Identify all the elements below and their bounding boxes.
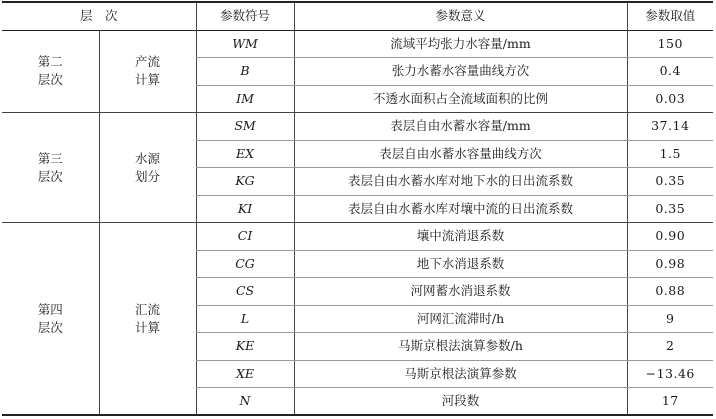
value-cell: −13.46 — [627, 360, 713, 388]
level-cell: 第三 层次 — [37, 150, 63, 184]
value-cell: 9 — [627, 305, 713, 333]
calc-cell: 产流 计算 — [99, 30, 196, 113]
meaning-cell: 壤中流消退系数 — [294, 223, 627, 251]
value-cell: 0.03 — [627, 85, 713, 113]
parameter-table — [2, 1, 713, 416]
meaning-cell: 表层自由水蓄水库对地下水的日出流系数 — [294, 168, 627, 196]
symbol-cell: CS — [196, 278, 294, 306]
value-cell: 17 — [627, 388, 713, 416]
table-header — [2, 2, 713, 30]
symbol-cell: EX — [196, 140, 294, 168]
meaning-cell: 表层自由水蓄水容量曲线方次 — [294, 140, 627, 168]
symbol-cell: CI — [196, 223, 294, 251]
value-cell: 150 — [627, 30, 713, 58]
meaning-cell: 马斯京根法演算参数/h — [294, 333, 627, 361]
meaning-cell: 地下水消退系数 — [294, 250, 627, 278]
value-cell: 0.98 — [627, 250, 713, 278]
meaning-cell: 河网蓄水消退系数 — [294, 278, 627, 306]
symbol-cell: N — [196, 388, 294, 416]
meaning-cell: 马斯京根法演算参数 — [294, 360, 627, 388]
value-cell: 0.88 — [627, 278, 713, 306]
symbol-cell: L — [196, 305, 294, 333]
meaning-cell: 河段数 — [294, 388, 627, 416]
value-cell: 2 — [627, 333, 713, 361]
symbol-cell: WM — [196, 30, 294, 58]
symbol-cell: B — [196, 58, 294, 86]
table-body — [2, 30, 713, 415]
value-cell: 37.14 — [627, 113, 713, 141]
calc-cell: 水源 划分 — [99, 113, 196, 223]
value-cell: 0.90 — [627, 223, 713, 251]
meaning-cell: 不透水面积占全流域面积的比例 — [294, 85, 627, 113]
header-value: 参数取值 — [627, 2, 713, 30]
meaning-cell: 表层自由水蓄水容量/mm — [294, 113, 627, 141]
value-cell: 0.4 — [627, 58, 713, 86]
meaning-cell: 张力水蓄水容量曲线方次 — [294, 58, 627, 86]
meaning-cell: 流域平均张力水容量/mm — [294, 30, 627, 58]
meaning-cell: 表层自由水蓄水库对壤中流的日出流系数 — [294, 195, 627, 223]
header-symbol: 参数符号 — [196, 2, 294, 30]
symbol-cell: XE — [196, 360, 294, 388]
symbol-cell: IM — [196, 85, 294, 113]
table-row — [2, 30, 713, 58]
symbol-cell: KG — [196, 168, 294, 196]
symbol-cell: SM — [196, 113, 294, 141]
table-row — [2, 223, 713, 251]
value-cell: 1.5 — [627, 140, 713, 168]
symbol-cell: KI — [196, 195, 294, 223]
header-level: 层 次 — [80, 8, 118, 24]
symbol-cell: KE — [196, 333, 294, 361]
header-meaning: 参数意义 — [294, 2, 627, 30]
level-cell: 第四 层次 — [37, 301, 63, 335]
symbol-cell: CG — [196, 250, 294, 278]
table-row — [2, 113, 713, 141]
meaning-cell: 河网汇流滞时/h — [294, 305, 627, 333]
calc-cell: 汇流 计算 — [99, 223, 196, 416]
level-cell: 第二 层次 — [37, 54, 63, 88]
value-cell: 0.35 — [627, 168, 713, 196]
value-cell: 0.35 — [627, 195, 713, 223]
